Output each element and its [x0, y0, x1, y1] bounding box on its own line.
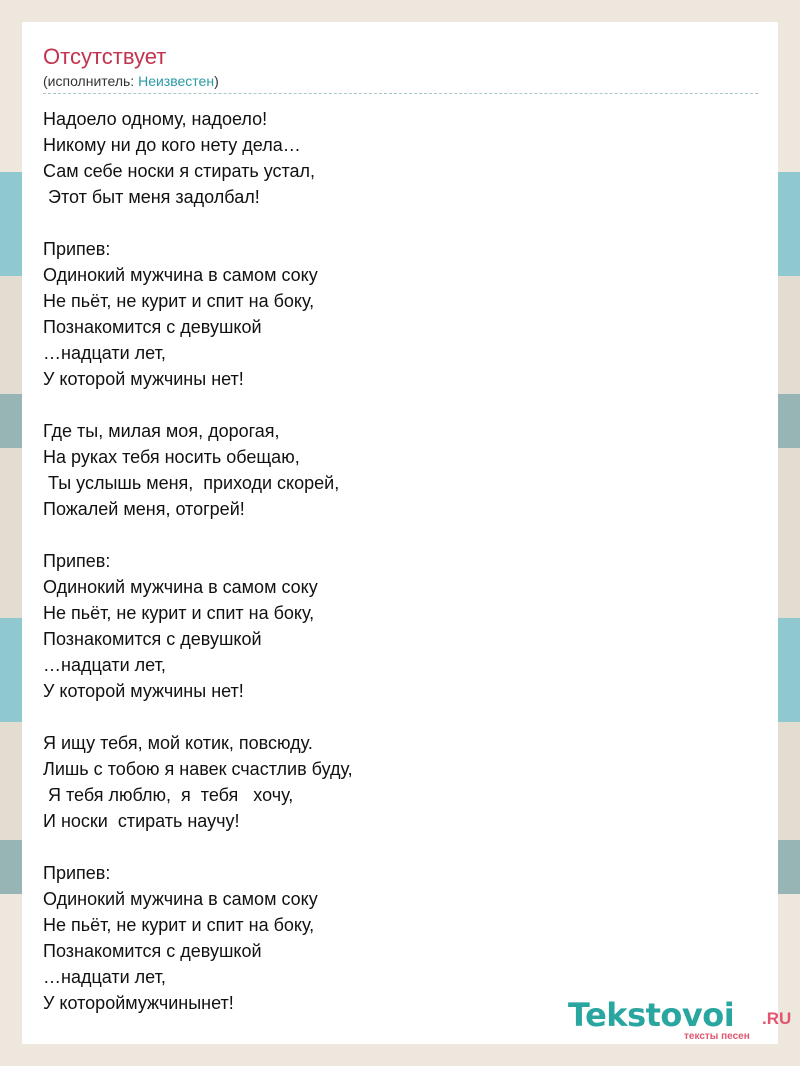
logo-wordmark: Tekstovoi — [568, 996, 735, 1034]
lyric-line: Пожалей меня, отогрей! — [43, 499, 245, 519]
lyric-line: Где ты, милая моя, дорогая, — [43, 421, 280, 441]
lyric-line: Познакомится с девушкой — [43, 629, 262, 649]
lyric-line — [43, 834, 758, 860]
lyric-line: Лишь с тобою я навек счастлив буду, — [43, 759, 353, 779]
site-logo[interactable] — [568, 997, 798, 1047]
lyric-line — [43, 210, 758, 236]
lyric-line: Познакомится с девушкой — [43, 317, 262, 337]
lyric-line: Не пьёт, не курит и спит на боку, — [43, 291, 315, 311]
lyric-line: Не пьёт, не курит и спит на боку, — [43, 915, 315, 935]
lyric-line: Никому ни до кого нету дела… — [43, 135, 301, 155]
lyric-line: Познакомится с девушкой — [43, 941, 262, 961]
lyric-line: …надцати лет, — [43, 967, 166, 987]
lyric-line: У котороймужчинынет! — [43, 993, 234, 1013]
logo-tagline: тексты песен — [684, 1031, 750, 1042]
lyric-line: Припев: — [43, 239, 111, 259]
lyric-line: Этот быт меня задолбал! — [43, 187, 260, 207]
artist-prefix: (исполнитель: — [43, 73, 139, 89]
lyric-line: Припев: — [43, 551, 111, 571]
lyric-line: …надцати лет, — [43, 343, 166, 363]
divider — [43, 93, 758, 94]
lyric-line — [43, 392, 758, 418]
lyric-line: …надцати лет, — [43, 655, 166, 675]
artist-link[interactable]: Неизвестен — [138, 73, 215, 89]
lyric-line — [43, 704, 758, 730]
lyric-line — [43, 522, 758, 548]
lyric-line: Не пьёт, не курит и спит на боку, — [43, 603, 315, 623]
lyric-line: На руках тебя носить обещаю, — [43, 447, 300, 467]
lyrics-card — [22, 22, 792, 1044]
song-title: Отсутствует — [43, 44, 167, 69]
lyric-line: Я тебя люблю, я тебя хочу, — [43, 785, 294, 805]
lyric-line: И носки стирать научу! — [43, 811, 240, 831]
lyric-line: Я ищу тебя, мой котик, повсюду. — [43, 733, 313, 753]
lyric-line: Одинокий мужчина в самом соку — [43, 889, 318, 909]
lyrics-body — [43, 106, 758, 1016]
lyric-line: Ты услышь меня, приходи скорей, — [43, 473, 340, 493]
lyric-line: Одинокий мужчина в самом соку — [43, 577, 318, 597]
lyric-line: Сам себе носки я стирать устал, — [43, 161, 316, 181]
lyric-line: У которой мужчины нет! — [43, 681, 244, 701]
lyric-line: У которой мужчины нет! — [43, 369, 244, 389]
artist-line — [43, 72, 219, 90]
lyric-line: Надоело одному, надоело! — [43, 109, 268, 129]
artist-suffix: ) — [214, 73, 219, 89]
logo-domain: .RU — [762, 1009, 792, 1028]
lyric-line: Одинокий мужчина в самом соку — [43, 265, 318, 285]
lyric-line: Припев: — [43, 863, 111, 883]
